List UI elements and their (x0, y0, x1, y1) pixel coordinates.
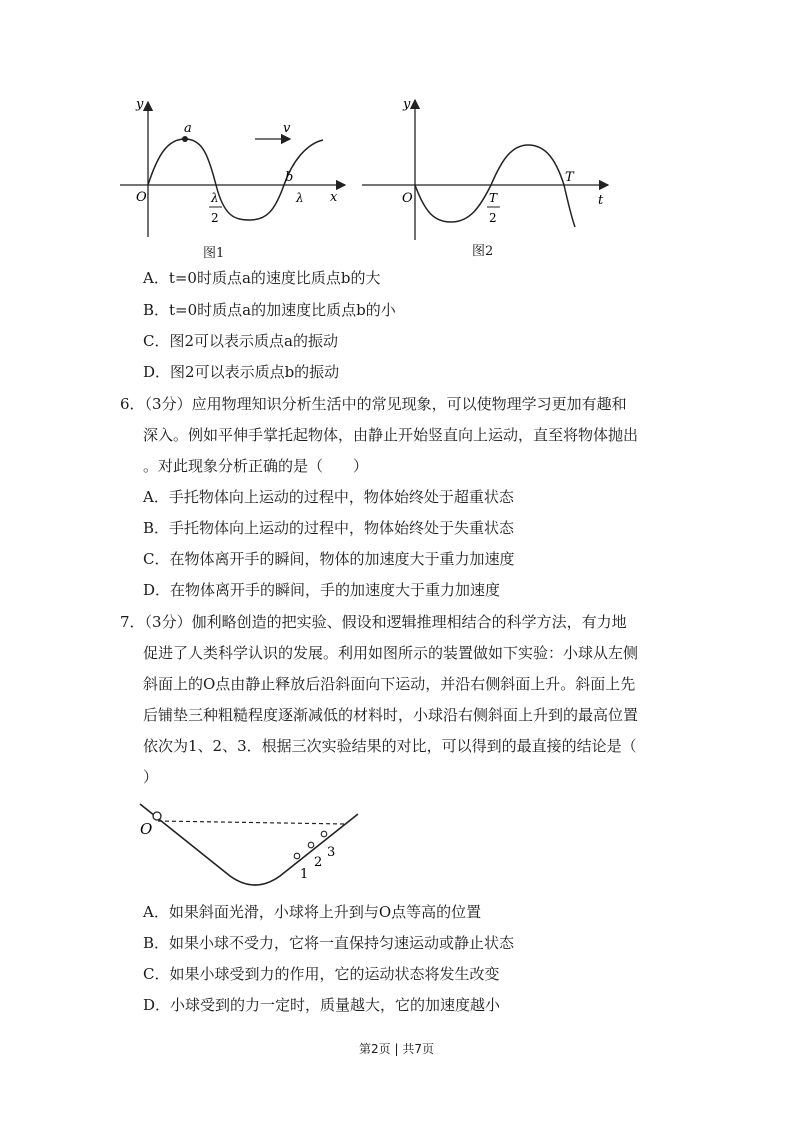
page-footer: 第2页 | 共7页 (359, 1042, 434, 1056)
fig1-origin: O (136, 190, 147, 205)
figure-1-caption: 图1 (203, 246, 225, 261)
fig2-T-label: T (565, 170, 574, 185)
fig1-half-lambda-num: λ (211, 191, 219, 205)
q7-option-c: C．如果小球受到力的作用，它的运动状态将发生改变 (143, 965, 500, 983)
q6-stem-line-2: 深入。例如平伸手掌托起物体，由静止开始竖直向上运动，直至将物体抛出 (143, 426, 639, 444)
q6-stem-line-3: 。对此现象分析正确的是（ ） (143, 457, 369, 475)
q7-option-a: A．如果斜面光滑，小球将上升到与O点等高的位置 (143, 903, 482, 921)
fig1-lambda: λ (296, 191, 304, 205)
q7-option-d: D．小球受到的力一定时，质量越大，它的加速度越小 (143, 996, 501, 1014)
q7-label-2: 2 (314, 855, 323, 870)
q5-option-a: A．t=0时质点a的速度比质点b的大 (143, 269, 381, 287)
fig1-x-label: x (330, 190, 338, 205)
ball-position-1 (294, 853, 300, 859)
ball-position-3 (321, 831, 327, 837)
ball-position-2 (308, 842, 314, 848)
q7-option-b: B．如果小球不受力，它将一直保持匀速运动或静止状态 (143, 934, 515, 952)
fig1-velocity: v (283, 121, 291, 136)
q7-label-3: 3 (327, 845, 336, 860)
fig1-point-a: a (184, 121, 192, 136)
q7-stem-line-1: 7．（3分）伽利略创造的把实验、假设和逻辑推理相结合的科学方法，有力地 (120, 613, 627, 631)
q5-option-d: D．图2可以表示质点b的振动 (143, 363, 340, 381)
fig2-half-T-num: T (489, 191, 498, 205)
figure-2-caption: 图2 (472, 244, 494, 259)
figure-1-wave-graph (110, 92, 355, 242)
q7-stem-line-6: ） (143, 768, 159, 786)
fig2-t-label: t (598, 193, 604, 208)
fig1-half-lambda-den: 2 (211, 211, 219, 225)
q5-option-c: C．图2可以表示质点a的振动 (143, 332, 338, 350)
q6-option-a: A．手托物体向上运动的过程中，物体始终处于超重状态 (143, 488, 514, 506)
figure-2-vibration-graph (360, 92, 615, 242)
q7-stem-line-3: 斜面上的O点由静止释放后沿斜面向下运动，并沿右侧斜面上升。斜面上先 (143, 675, 636, 693)
q7-stem-line-4: 后铺垫三种粗糙程度逐渐减低的材料时，小球沿右侧斜面上升到的最高位置 (143, 706, 639, 724)
q7-stem-line-5: 依次为1、2、3．根据三次实验结果的对比，可以得到的最直接的结论是（ (143, 737, 637, 755)
q7-stem-line-2: 促进了人类科学认识的发展。利用如图所示的装置做如下实验：小球从左侧 (143, 644, 639, 662)
wave-curve (148, 139, 323, 220)
q7-figure-origin: O (140, 820, 153, 838)
q5-option-b: B．t=0时质点a的加速度比质点b的小 (143, 301, 396, 319)
fig2-y-label: y (403, 97, 411, 112)
q7-incline-figure (130, 800, 370, 895)
point-a-dot (182, 136, 188, 142)
q6-option-c: C．在物体离开手的瞬间，物体的加速度大于重力加速度 (143, 550, 515, 568)
q6-stem-line-1: 6．（3分）应用物理知识分析生活中的常见现象，可以使物理学习更加有趣和 (120, 395, 627, 413)
v-track (140, 804, 358, 885)
fig1-point-b: b (285, 170, 294, 185)
fig2-origin: O (402, 191, 413, 206)
level-dashed-line (158, 821, 345, 824)
ball-at-o (153, 812, 161, 820)
q6-option-b: B．手托物体向上运动的过程中，物体始终处于失重状态 (143, 519, 515, 537)
q6-option-d: D．在物体离开手的瞬间，手的加速度大于重力加速度 (143, 581, 501, 599)
q7-label-1: 1 (300, 867, 309, 882)
fig1-y-label: y (136, 97, 144, 112)
fig2-half-T-den: 2 (489, 211, 497, 225)
